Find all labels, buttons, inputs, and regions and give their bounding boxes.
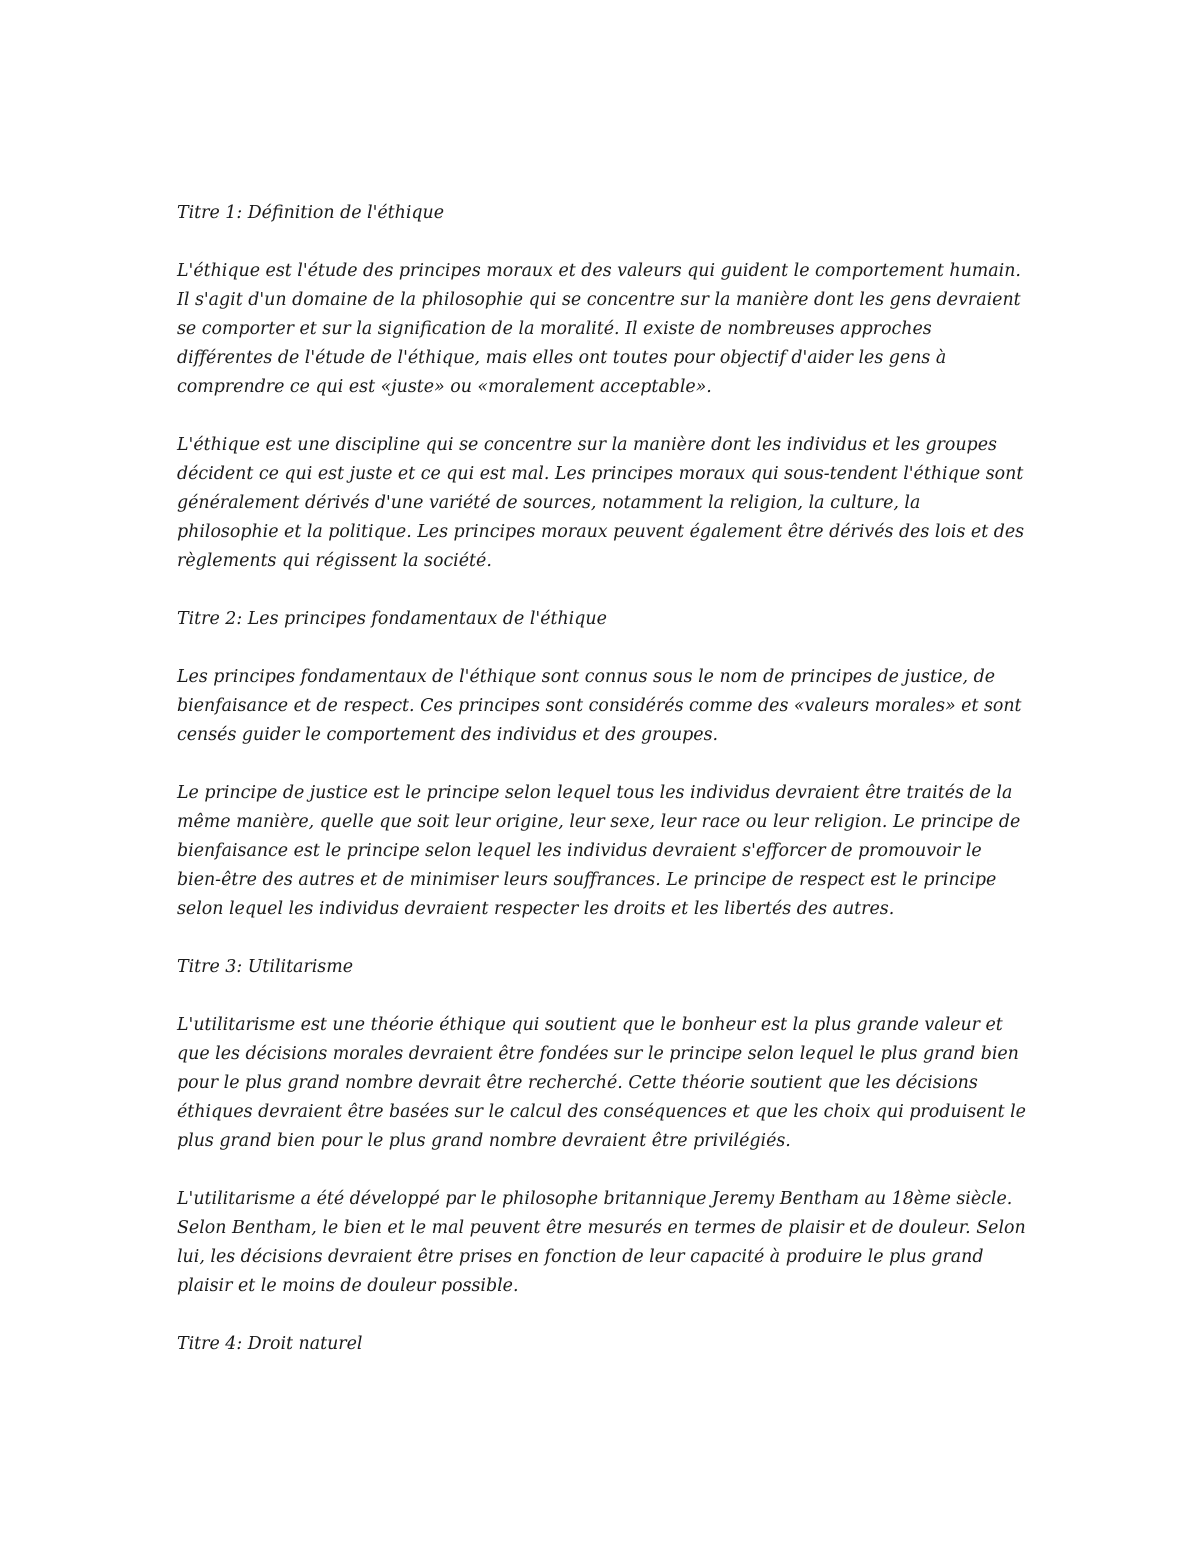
section-3 xyxy=(177,953,1027,982)
section-heading: Titre 2: Les principes fondamentaux de l'éthique xyxy=(177,609,607,629)
paragraph xyxy=(177,663,1027,750)
text-line: bienfaisance et de respect. Ces principes sont considérés comme des «valeurs morales» et sont xyxy=(177,696,1022,716)
section-heading: Titre 1: Définition de l'éthique xyxy=(177,203,445,223)
text-line: bien-être des autres et de minimiser leurs souffrances. Le principe de respect est le principe xyxy=(177,870,997,890)
paragraph xyxy=(177,1011,1027,1156)
text-line: L'éthique est une discipline qui se concentre sur la manière dont les individus et les groupes xyxy=(177,435,997,455)
section-heading: Titre 3: Utilitarisme xyxy=(177,957,354,977)
text-line: que les décisions morales devraient être fondées sur le principe selon lequel le plus grand bien xyxy=(177,1044,1019,1064)
text-line: décident ce qui est juste et ce qui est mal. Les principes moraux qui sous-tendent l'éthique sont xyxy=(177,464,1024,484)
text-line: pour le plus grand nombre devrait être recherché. Cette théorie soutient que les décisions xyxy=(177,1073,978,1093)
text-line: plaisir et le moins de douleur possible. xyxy=(177,1276,519,1296)
paragraph xyxy=(177,779,1027,924)
text-line: règlements qui régissent la société. xyxy=(177,551,492,571)
text-line: comprendre ce qui est «juste» ou «moralement acceptable». xyxy=(177,377,712,397)
paragraph xyxy=(177,1185,1027,1301)
text-line: selon lequel les individus devraient respecter les droits et les libertés des autres. xyxy=(177,899,895,919)
section-1 xyxy=(177,199,1027,228)
text-line: L'utilitarisme a été développé par le philosophe britannique Jeremy Bentham au 18ème siècle. xyxy=(177,1189,1013,1209)
section-4 xyxy=(177,1330,1027,1359)
paragraph xyxy=(177,431,1027,576)
text-line: plus grand bien pour le plus grand nombre devraient être privilégiés. xyxy=(177,1131,791,1151)
text-line: Les principes fondamentaux de l'éthique sont connus sous le nom de principes de justice, de xyxy=(177,667,996,687)
text-line: différentes de l'étude de l'éthique, mais elles ont toutes pour objectif d'aider les gens à xyxy=(177,348,947,368)
text-line: L'éthique est l'étude des principes moraux et des valeurs qui guident le comportement humain. xyxy=(177,261,1021,281)
text-line: même manière, quelle que soit leur origine, leur sexe, leur race ou leur religion. Le principe de xyxy=(177,812,1021,832)
text-line: L'utilitarisme est une théorie éthique qui soutient que le bonheur est la plus grande valeur et xyxy=(177,1015,1003,1035)
text-line: Il s'agit d'un domaine de la philosophie qui se concentre sur la manière dont les gens devraient xyxy=(177,290,1021,310)
text-line: philosophie et la politique. Les principes moraux peuvent également être dérivés des lois et des xyxy=(177,522,1025,542)
text-line: censés guider le comportement des individus et des groupes. xyxy=(177,725,719,745)
section-heading: Titre 4: Droit naturel xyxy=(177,1334,363,1354)
text-line: généralement dérivés d'une variété de sources, notamment la religion, la culture, la xyxy=(177,493,921,513)
text-line: éthiques devraient être basées sur le calcul des conséquences et que les choix qui produisent le xyxy=(177,1102,1026,1122)
text-line: lui, les décisions devraient être prises en fonction de leur capacité à produire le plus grand xyxy=(177,1247,984,1267)
text-line: Le principe de justice est le principe selon lequel tous les individus devraient être traités de la xyxy=(177,783,1013,803)
document-body xyxy=(177,199,1027,1388)
text-line: Selon Bentham, le bien et le mal peuvent être mesurés en termes de plaisir et de douleur. Selon xyxy=(177,1218,1026,1238)
section-2 xyxy=(177,605,1027,634)
text-line: bienfaisance est le principe selon lequel les individus devraient s'efforcer de promouvoir le xyxy=(177,841,982,861)
paragraph xyxy=(177,257,1027,402)
text-line: se comporter et sur la signification de la moralité. Il existe de nombreuses approches xyxy=(177,319,932,339)
